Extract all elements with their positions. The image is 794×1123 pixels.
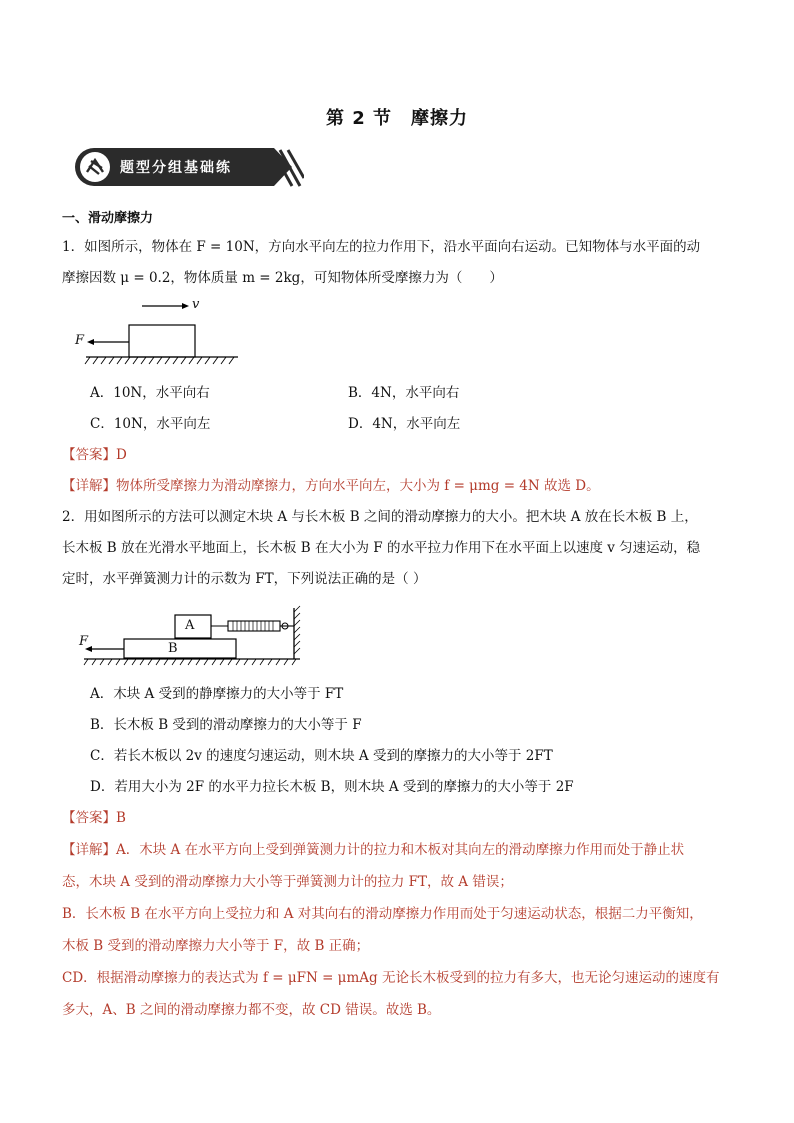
page-title: 第 2 节 摩擦力	[325, 108, 469, 129]
q1-detail-tag: 【详解】	[62, 478, 116, 494]
section-heading-sliding-friction: 一、滑动摩擦力	[62, 211, 154, 226]
banner-label: 题型分组基础练	[120, 160, 232, 176]
q2-stem-line1: 2．用如图所示的方法可以测定木块 A 与长木板 B 之间的滑动摩擦力的大小。把木块 A 放在长木板 B 上，	[62, 509, 698, 525]
q2-option-c[interactable]: C．若长木板以 2v 的速度匀速运动，则木块 A 受到的摩擦力的大小等于 2FT	[90, 748, 553, 764]
q1-detail-text: 物体所受摩擦力为滑动摩擦力，方向水平向左，大小为 f = μmg = 4N 故选 D。	[116, 478, 600, 494]
q1-answer-value: D	[116, 447, 127, 463]
q2-block-b-label: B	[168, 641, 178, 656]
q1-figure	[74, 294, 244, 370]
q2-stem-line2: 长木板 B 放在光滑水平地面上，长木板 B 在大小为 F 的水平拉力作用下在水平面上以速度 v 匀速运动，稳	[62, 540, 701, 556]
q1-answer-tag: 【答案】	[62, 447, 116, 463]
q2-detail-tag: 【详解】	[62, 842, 116, 858]
q2-detail-text-1: A．木块 A 在水平方向上受到弹簧测力计的拉力和木板对其向左的滑动摩擦力作用而处于静止状	[116, 842, 685, 858]
q2-detail-line5: CD．根据滑动摩擦力的表达式为 f = μFN = μmAg 无论长木板受到的拉力有多大，也无论匀速运动的速度有	[62, 970, 720, 986]
q2-answer-value: B	[116, 810, 126, 826]
q2-detail-line2: 态，木块 A 受到的滑动摩擦力大小等于弹簧测力计的拉力 FT，故 A 错误；	[62, 874, 513, 890]
q2-figure	[72, 604, 322, 668]
q1-option-c[interactable]: C．10N，水平向左	[90, 416, 211, 432]
q1-velocity-label: v	[192, 297, 200, 312]
q2-option-b[interactable]: B．长木板 B 受到的滑动摩擦力的大小等于 F	[90, 717, 362, 733]
q2-answer-tag: 【答案】	[62, 810, 116, 826]
q2-stem-line3: 定时，水平弹簧测力计的示数为 FT，下列说法正确的是（ ）	[62, 571, 427, 587]
q2-block-a-label: A	[185, 618, 195, 633]
q2-answer	[62, 808, 126, 828]
q1-option-a[interactable]: A．10N，水平向右	[90, 385, 210, 401]
q2-detail-line6: 多大，A、B 之间的滑动摩擦力都不变，故 CD 错误。故选 B。	[62, 1002, 441, 1018]
q2-option-a[interactable]: A．木块 A 受到的静摩擦力的大小等于 FT	[90, 686, 344, 702]
q1-stem-line1: 1．如图所示，物体在 F = 10N，方向水平向左的拉力作用下，沿水平面向右运动。已知物体与水平面的动	[62, 239, 701, 255]
q1-option-b[interactable]: B．4N，水平向右	[348, 385, 460, 401]
q2-detail-line1	[62, 840, 684, 860]
q2-detail-line4: 木板 B 受到的滑动摩擦力大小等于 F，故 B 正确；	[62, 938, 370, 954]
q2-force-label: F	[79, 634, 89, 649]
q2-option-d[interactable]: D．若用大小为 2F 的水平力拉长木板 B，则木块 A 受到的摩擦力的大小等于 2F	[90, 779, 574, 795]
q1-force-label: F	[75, 333, 85, 348]
q1-detail	[62, 476, 600, 496]
q1-stem-line2: 摩擦因数 μ = 0.2，物体质量 m = 2kg，可知物体所受摩擦力为（ ）	[62, 270, 503, 286]
q1-answer	[62, 445, 127, 465]
section-banner	[74, 146, 304, 188]
q1-option-d[interactable]: D．4N，水平向左	[348, 416, 461, 432]
q2-detail-line3: B．长木板 B 在水平方向上受拉力和 A 对其向右的滑动摩擦力作用而处于匀速运动状态，根据二力平衡知，	[62, 906, 703, 922]
